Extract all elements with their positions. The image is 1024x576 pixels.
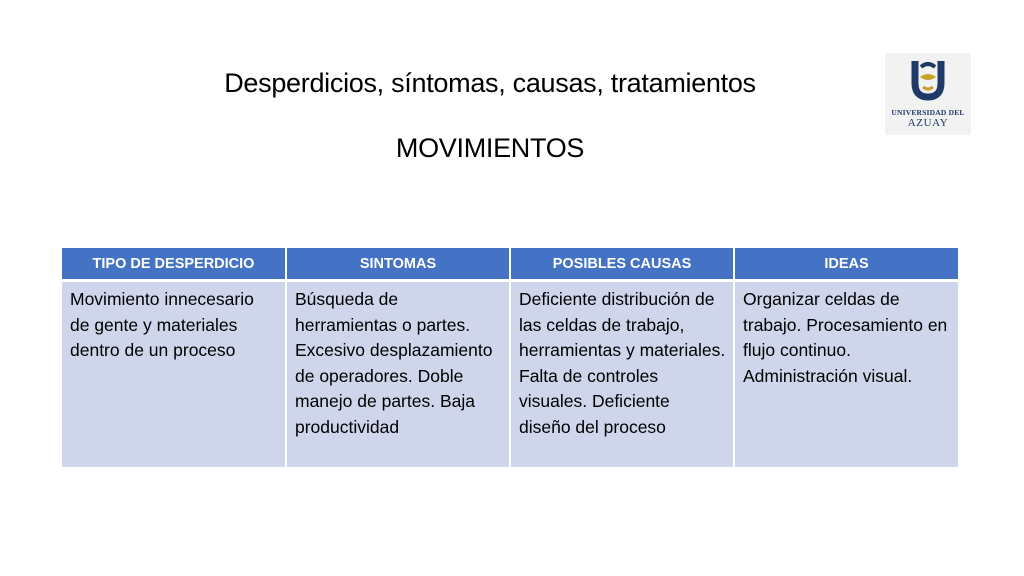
table-header-row [62,248,958,281]
logo-text-line2: AZUAY [907,117,949,129]
table-cell-ideas: Organizar celdas de trabajo. Procesamiento en flujo continuo. Administración visual. [734,281,958,468]
column-header-tipo: TIPO DE DESPERDICIO [62,248,286,281]
university-logo [885,53,971,135]
table-cell-tipo: Movimiento innecesario de gente y materiales dentro de un proceso [62,281,286,468]
column-header-causas: POSIBLES CAUSAS [510,248,734,281]
table-cell-causas: Deficiente distribución de las celdas de trabajo, herramientas y materiales. Falta de controles visuales. Deficiente diseño del proceso [510,281,734,468]
university-emblem-icon [885,53,971,109]
column-header-sintomas: SINTOMAS [286,248,510,281]
slide-title: Desperdicios, síntomas, causas, tratamientos [224,68,756,98]
slide-subtitle: MOVIMIENTOS [395,133,585,163]
waste-table [62,248,958,467]
table-row [62,281,958,468]
table-cell-sintomas: Búsqueda de herramientas o partes. Excesivo desplazamiento de operadores. Doble manejo de partes. Baja productividad [286,281,510,468]
logo-text-line1: UNIVERSIDAD DEL [891,108,965,117]
column-header-ideas: IDEAS [734,248,958,281]
